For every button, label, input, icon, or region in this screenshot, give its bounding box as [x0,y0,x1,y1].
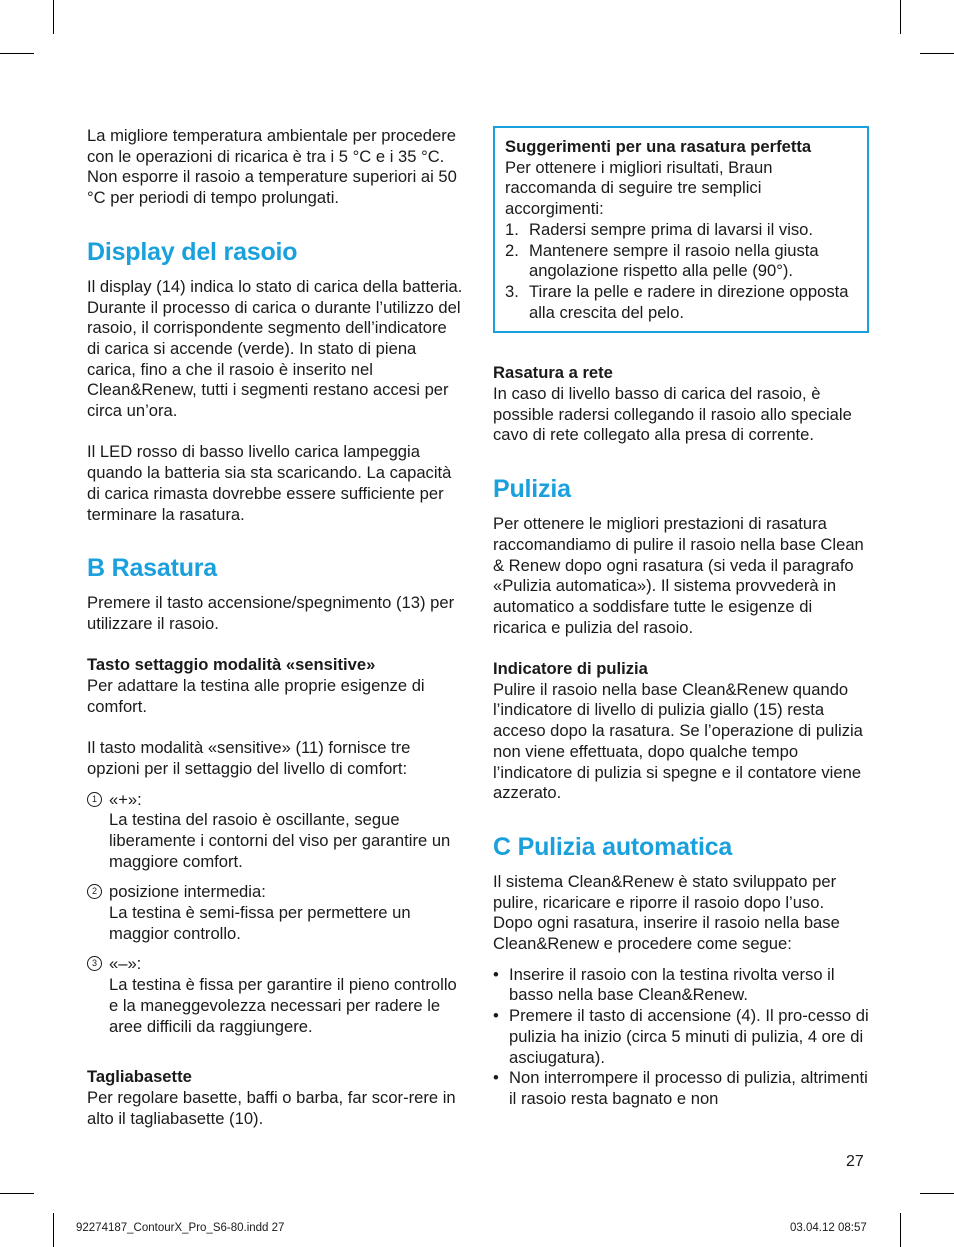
auto-steps-list [493,965,869,1110]
list-text: Premere il tasto di accensione (4). Il pro-cesso di pulizia ha inizio (circa 5 minuti di pulizia, 4 ore di asciugatura). [509,1006,869,1067]
list-number: 2. [505,240,519,260]
mains-paragraph: In caso di livello basso di carica del rasoio, è possible radersi collegando il rasoio allo speciale cavo di rete collegato alla presa di corrente. [493,384,852,445]
list-number: 1. [505,219,519,239]
option-item [87,882,463,944]
trimmer-paragraph: Per regolare basette, baffi o barba, far scor-rere in alto il tagliabasette (10). [87,1087,456,1128]
footer-date: 03.04.12 08:57 [790,1222,867,1234]
list-text: Radersi sempre prima di lavarsi il viso. [529,219,814,239]
sensitive-paragraph-2: Il tasto modalità «sensitive» (11) fornisce tre opzioni per il settaggio del livello di comfort: [87,738,411,778]
option-label: «–»: [109,954,142,974]
mains-title: Rasatura a rete [493,363,613,383]
auto-paragraph-2: Dopo ogni rasatura, inserire il rasoio nella base Clean&Renew e procedere come segue: [493,913,840,954]
list-item [493,1068,869,1109]
list-item [493,1006,869,1068]
sensitive-title: Tasto settaggio modalità «sensitive» [87,655,376,675]
auto-paragraph-1: Il sistema Clean&Renew è stato sviluppato per pulire, ricaricare e riporre il rasoio dopo l’uso. [493,871,837,912]
crop-mark [920,1193,954,1194]
crop-mark [900,0,901,34]
bullet-icon: • [493,964,499,984]
option-label: «+»: [109,789,142,809]
list-number: 3. [505,281,519,301]
circled-number-2: 2 [87,884,102,899]
intro-paragraph: La migliore temperatura ambientale per procedere con le operazioni di ricarica è tra i 5 °C e i 35 °C. Non esporre il rasoio a temperature superiori ai 50 °C per periodi di tempo prolungati. [87,126,457,208]
right-column [493,126,869,1110]
cleaning-section-header [493,446,869,514]
shaving-paragraph: Premere il tasto accensione/spegnimento (13) per utilizzare il rasoio. [87,593,455,633]
tips-list [505,220,857,324]
display-heading: Display del rasoio [87,237,298,266]
left-column [87,126,463,1129]
display-section-header [87,209,463,277]
option-text: La testina è semi-fissa per permettere un maggior controllo. [109,903,411,943]
list-text: Tirare la pelle e radere in direzione opposta alla crescita del pelo. [529,281,849,322]
list-item [505,282,857,323]
footer-filename: 92274187_ContourX_Pro_S6-80.indd 27 [76,1222,285,1234]
option-text: La testina è fissa per garantire il pieno controllo e la maneggevolezza necessari per radere le aree difficili da raggiungere. [109,975,457,1036]
list-item [505,241,857,282]
sensitive-paragraph-1: Per adattare la testina alle proprie esigenze di comfort. [87,676,425,716]
crop-mark [920,53,954,54]
option-label: posizione intermedia: [109,882,266,902]
tips-box [493,126,869,333]
display-paragraph-2: Il LED rosso di basso livello carica lampeggia quando la batteria sia sta scaricando. La capacità di carica rimasta dovrebbe essere sufficiente per terminare la rasatura. [87,442,452,524]
cleaning-heading: Pulizia [493,475,571,504]
bullet-icon: • [493,1006,499,1026]
option-text: La testina del rasoio è oscillante, segue liberamente i contorni del viso per garantire un maggiore comfort. [109,810,451,871]
auto-section-header [493,804,869,872]
tips-title: Suggerimenti per una rasatura perfetta [505,137,812,156]
tips-intro: Per ottenere i migliori risultati, Braun raccomanda di seguire tre semplici accorgimenti: [505,157,773,219]
auto-heading: C Pulizia automatica [493,832,733,861]
crop-mark [0,53,34,54]
circled-number-3: 3 [87,956,102,971]
trimmer-title: Tagliabasette [87,1067,192,1087]
list-item [493,965,869,1006]
list-item [505,220,857,241]
crop-mark [900,1213,901,1247]
crop-mark [0,1193,34,1194]
crop-mark [53,0,54,34]
shaving-section-header [87,525,463,593]
display-paragraph-1: Il display (14) indica lo stato di carica della batteria. Durante il processo di carica o durante l’utilizzo del rasoio, il corrispondente segmento dell’indicatore di carica si accende (verde). In stato di piena carica, fino a che il rasoio è inserito nel Clean&Renew, tutti i segmenti restano accesi per circa un’ora. [87,276,463,421]
indicator-paragraph: Pulire il rasoio nella base Clean&Renew quando l’indicatore di livello di pulizia giallo (15) resta acceso dopo la rasatura. Se l’operazione di pulizia non viene effettuata, dopo qualche tempo l’indicatore di pulizia si spegne e il contatore viene azzerato. [493,679,863,803]
list-text: Mantenere sempre il rasoio nella giusta angolazione rispetto alla pelle (90°). [529,240,819,281]
crop-mark [53,1213,54,1247]
list-text: Inserire il rasoio con la testina rivolta verso il basso nella base Clean&Renew. [509,964,835,1005]
option-item [87,790,463,873]
list-text: Non interrompere il processo di pulizia, altrimenti il rasoio resta bagnato e non [509,1068,868,1108]
option-item [87,954,463,1037]
page-number: 27 [846,1153,864,1170]
indicator-title: Indicatore di pulizia [493,659,648,679]
shaving-heading: B Rasatura [87,554,217,583]
circled-number-1: 1 [87,792,102,807]
bullet-icon: • [493,1068,499,1088]
cleaning-paragraph: Per ottenere le migliori prestazioni di rasatura raccomandiamo di pulire il rasoio nella base Clean & Renew dopo ogni rasatura (si veda il paragrafo «Pulizia automatica»). Il sistema provvederà in automatico a soddisfare tutte le esigenze di ricarica e pulizia del rasoio. [493,514,864,637]
